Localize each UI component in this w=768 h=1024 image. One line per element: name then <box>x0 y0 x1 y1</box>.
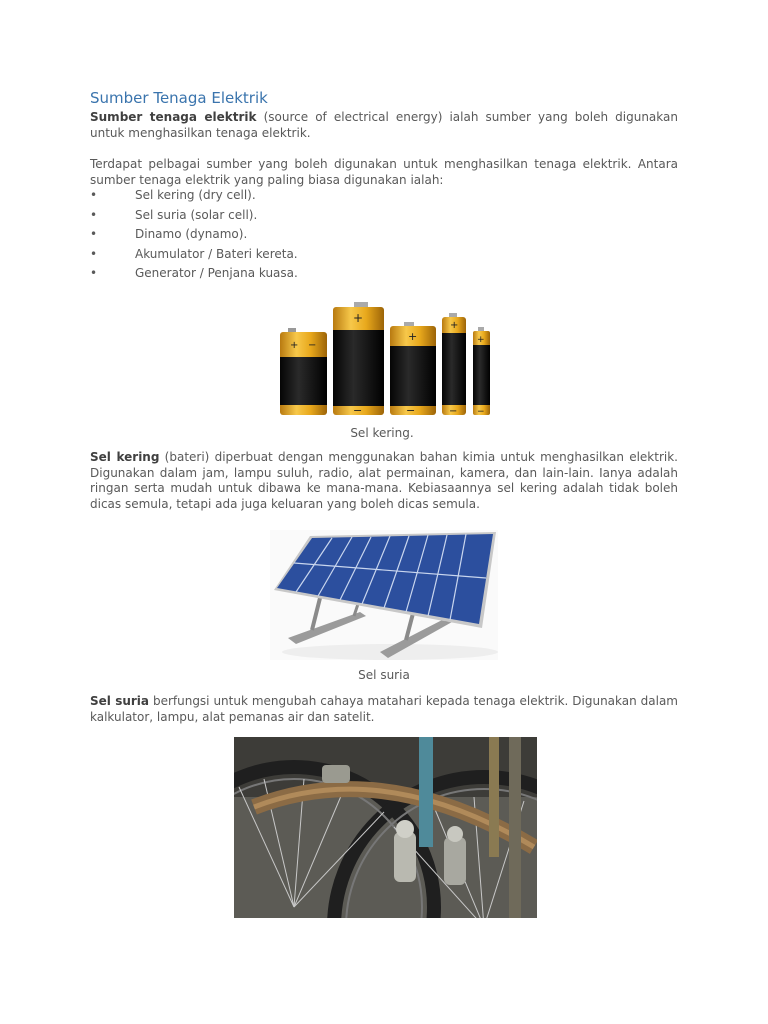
solar-cell-term: Sel suria <box>90 694 150 708</box>
batteries-figure <box>272 300 492 440</box>
page-title: Sumber Tenaga Elektrik <box>90 89 268 107</box>
dry-cell-paragraph: Sel kering (bateri) diperbuat dengan menggunakan bahan kimia untuk menghasilkan elektrik. Digunakan dalam jam, lampu suluh, radio, alat permainan, kamera, dan lain-lain. Ianya adalah ringan serta mudah untuk dibawa ke mana-mana. Kebiasaannya sel kering adalah tidak boleh dicas semula, tetapi ada juga keluaran yang boleh dicas semula. <box>90 450 678 511</box>
list-item: • Generator / Penjana kuasa. <box>90 266 298 280</box>
svg-text:+: + <box>477 335 485 345</box>
figure-caption: Sel suria <box>358 668 410 682</box>
list-item: • Akumulator / Bateri kereta. <box>90 246 298 261</box>
list-item: • Dinamo (dynamo). <box>90 227 248 241</box>
intro-term: Sumber tenaga elektrik <box>90 110 257 124</box>
svg-text:−: − <box>449 406 458 417</box>
solar-panel-image <box>270 530 498 660</box>
bicycle-dynamo-image <box>234 737 537 918</box>
bullet: • <box>90 246 98 261</box>
battery-aa <box>442 313 466 417</box>
bullet: • <box>90 266 98 280</box>
figure-caption: Sel kering. <box>350 426 414 440</box>
batteries-image <box>272 300 492 418</box>
svg-text:+: + <box>450 320 459 331</box>
intro-paragraph <box>90 110 678 141</box>
sources-paragraph: Terdapat pelbagai sumber yang boleh digunakan untuk menghasilkan tenaga elektrik. Antara sumber tenaga elektrik yang paling biasa digunakan ialah: <box>90 157 678 187</box>
list-item: • Sel suria (solar cell). <box>90 207 258 222</box>
list-item: • Sel kering (dry cell). <box>90 188 256 202</box>
svg-text:−: − <box>353 404 363 417</box>
sources-list <box>90 188 678 286</box>
dynamo-figure <box>234 737 537 918</box>
svg-text:+: + <box>353 311 364 325</box>
solar-figure <box>270 530 498 680</box>
battery-c <box>280 328 327 415</box>
document-body <box>90 88 678 286</box>
dry-cell-term: Sel kering <box>90 450 160 464</box>
battery-d <box>333 302 384 417</box>
bullet: • <box>90 227 98 241</box>
svg-text:−: − <box>477 407 485 417</box>
intro-text: (source of electrical energy) ialah sumber yang boleh digunakan untuk menghasilkan tenaga elektrik. <box>90 110 678 140</box>
bullet: • <box>90 207 98 222</box>
solar-cell-paragraph: Sel suria berfungsi untuk mengubah cahaya matahari kepada tenaga elektrik. Digunakan dalam kalkulator, lampu, alat pemanas air dan satelit. <box>90 694 679 724</box>
battery-9v <box>390 322 436 417</box>
svg-text:+: + <box>290 340 299 351</box>
bullet: • <box>90 188 98 202</box>
svg-text:−: − <box>308 340 317 351</box>
svg-text:+: + <box>408 330 418 343</box>
svg-text:−: − <box>406 404 416 417</box>
battery-aaa <box>473 327 490 417</box>
